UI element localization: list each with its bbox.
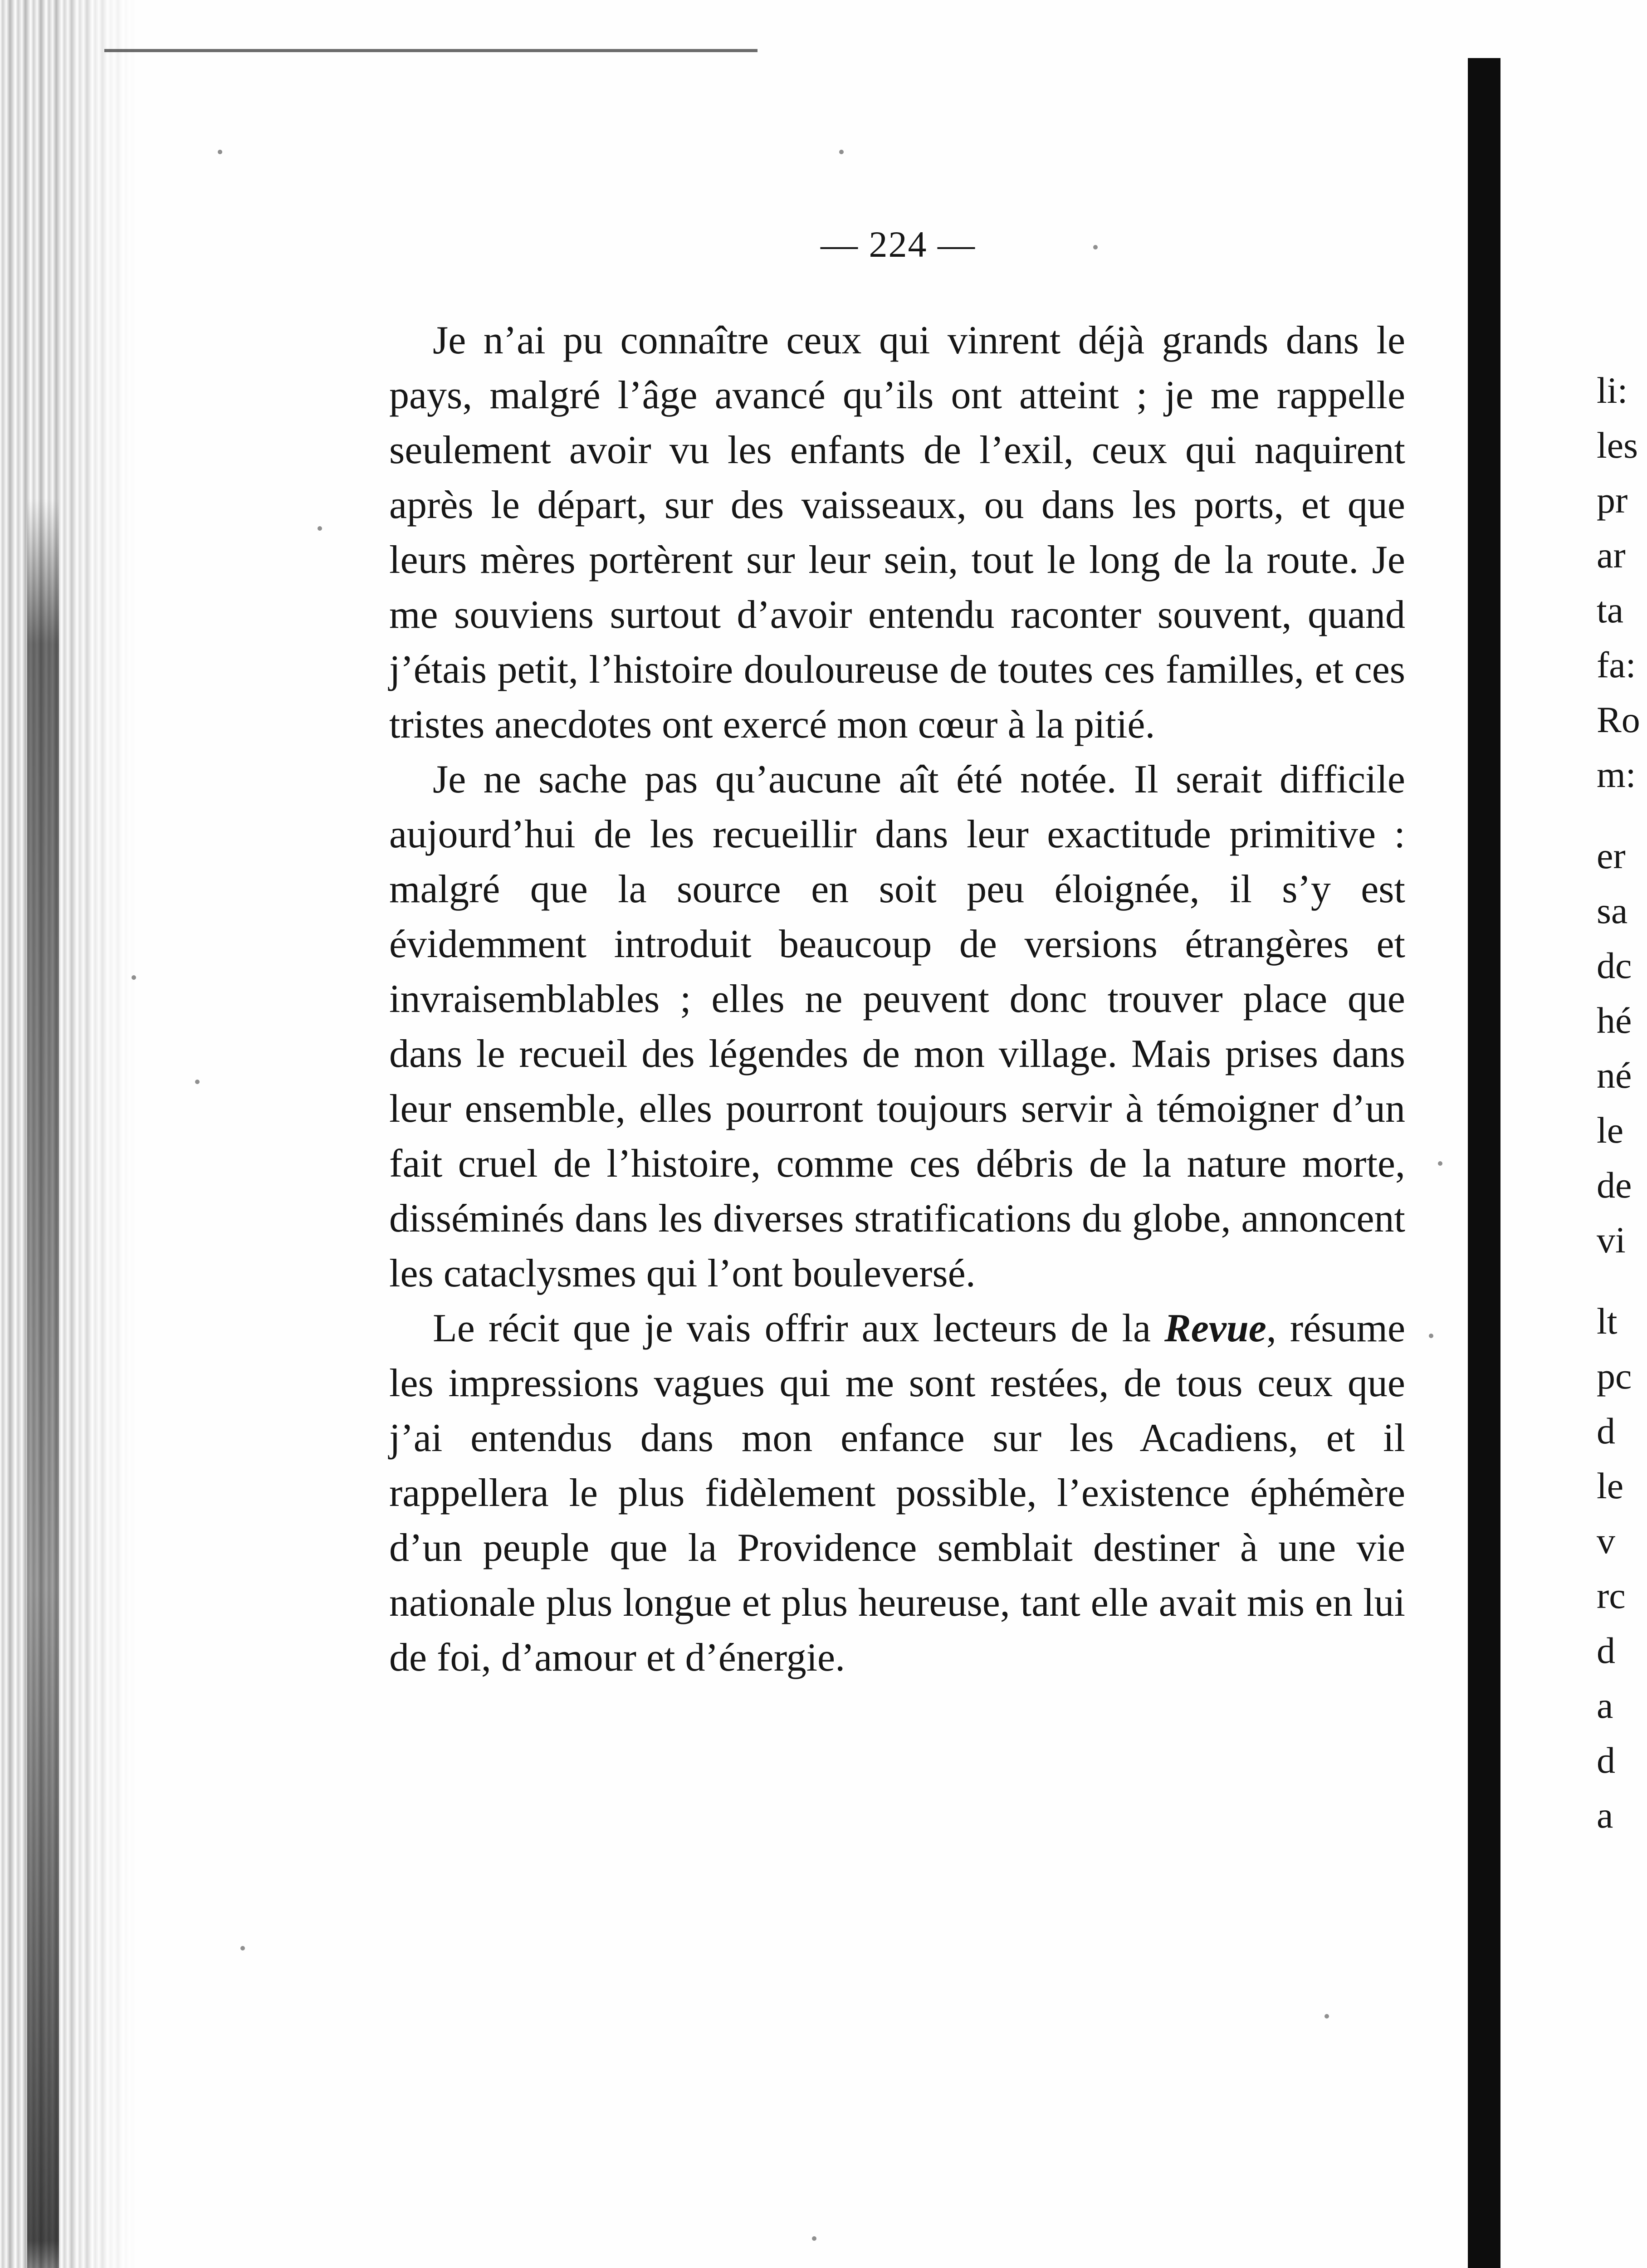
fragment: v <box>1597 1520 1615 1561</box>
fragment: d <box>1597 1410 1615 1452</box>
revue-italic: Revue <box>1164 1306 1266 1350</box>
scan-speck <box>195 1080 200 1084</box>
fragment: li: <box>1597 370 1628 411</box>
facing-page-fragments <box>1597 363 1647 1843</box>
scan-speck <box>240 1946 245 1950</box>
scan-speck <box>1429 1334 1433 1338</box>
fragment: er <box>1597 835 1626 876</box>
fragment: ta <box>1597 589 1624 631</box>
top-edge-rule <box>104 49 758 52</box>
fragment: rc <box>1597 1575 1626 1616</box>
fragment: vi <box>1597 1219 1626 1261</box>
fragment: ar <box>1597 534 1626 576</box>
page-edge-shadow-bar <box>1468 58 1500 2268</box>
fragment: fa: <box>1597 644 1636 685</box>
fragment: sa <box>1597 890 1628 931</box>
fragment: le <box>1597 1465 1624 1506</box>
fragment: hé <box>1597 1000 1632 1041</box>
paragraph-3 <box>389 1301 1405 1685</box>
fragment: a <box>1597 1685 1613 1726</box>
scan-speck <box>132 975 136 980</box>
scan-speck <box>318 526 322 531</box>
fragment: les <box>1597 425 1638 466</box>
paragraph-1: Je n’ai pu connaître ceux qui vinrent déjà grands dans le pays, malgré l’âge avancé qu’ils ont atteint ; je me rappelle seulement avoir vu les enfants de l’exil, ceux qui naquirent après le départ, sur des vaisseaux, ou dans les ports, et que leurs mères portèrent sur leur sein, tout le long de la route. Je me souviens surtout d’avoir entendu raconter souvent, quand j’étais petit, l’histoire douloureuse de toutes ces familles, et ces tristes anecdotes ont exercé mon cœur à la pitié. <box>389 318 1405 747</box>
fragment: d <box>1597 1740 1615 1781</box>
fragment: de <box>1597 1164 1632 1206</box>
body-text <box>389 313 1405 1685</box>
paragraph-3-end: , résume les impressions vagues qui me sont restées, de tous ceux que j’ai entendus dans mon enfance sur les Acadiens, et il rappellera le plus fidèlement possible, l’existence éphémère d’un peuple que la Providence semblait destiner à une vie nationale plus longue et plus heureuse, tant elle avait mis en lui de foi, d’amour et d’énergie. <box>389 1306 1406 1680</box>
paragraph-2: Je ne sache pas qu’aucune aît été notée. Il serait difficile aujourd’hui de les recueillir dans leur exactitude primitive : malgré que la source en soit peu éloignée, il s’y est évidemment introduit beaucoup de versions étrangères et invraisemblables ; elles ne peuvent donc trouver place que dans le recueil des légendes de mon village. Mais prises dans leur ensemble, elles pourront toujours servir à témoigner d’un fait cruel de l’histoire, comme ces débris de la nature morte, disséminés dans les diverses stratifications du globe, annoncent les cataclysmes qui l’ont bouleversé. <box>389 758 1405 1295</box>
fragment: le <box>1597 1110 1624 1151</box>
fragment: m: <box>1597 754 1636 795</box>
binding-gutter-shadow <box>0 0 136 2268</box>
fragment: pc <box>1597 1355 1632 1397</box>
scan-speck <box>218 150 222 154</box>
fragment: lt <box>1597 1300 1618 1342</box>
fragment: Ro <box>1597 699 1640 740</box>
fragment-gap <box>1597 802 1647 828</box>
fragment: d <box>1597 1630 1615 1671</box>
scan-speck <box>1324 2014 1329 2019</box>
scan-speck <box>1438 1161 1442 1166</box>
fragment-gap <box>1597 1267 1647 1294</box>
fragment: né <box>1597 1055 1632 1096</box>
binding-gutter-dark-strip <box>27 499 59 2268</box>
page-number: — 224 — <box>821 224 976 265</box>
paragraph-3-start: Le récit que je vais offrir aux lecteurs de la <box>433 1306 1165 1350</box>
scan-speck <box>812 2236 816 2241</box>
fragment: pr <box>1597 479 1628 521</box>
fragment: dc <box>1597 945 1632 986</box>
fragment: a <box>1597 1794 1613 1836</box>
scan-speck <box>839 150 844 154</box>
scan-speck <box>1093 245 1098 249</box>
